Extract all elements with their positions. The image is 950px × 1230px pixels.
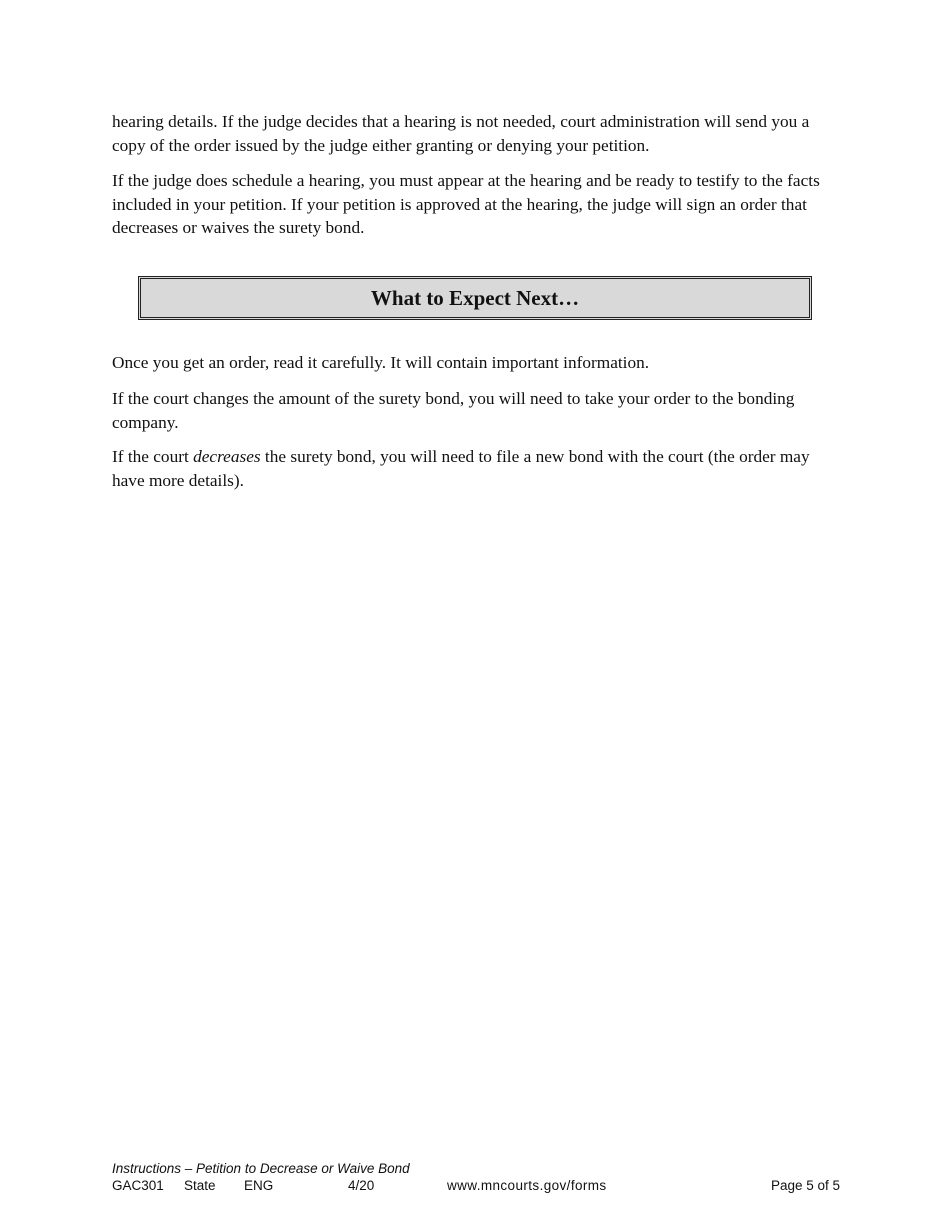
paragraph-bond-amount-change: If the court changes the amount of the surety bond, you will need to take your order to the bonding company. xyxy=(112,389,795,432)
footer-revision-date: 4/20 xyxy=(348,1178,375,1193)
paragraph-bond-decrease-end: the surety bond, you will need to file a new bond with the court (the order may have more details). xyxy=(112,447,810,490)
section-heading-box xyxy=(138,276,812,320)
footer-form-code: GAC301 xyxy=(112,1178,164,1193)
paragraph-read-order: Once you get an order, read it carefully. It will contain important information. xyxy=(112,353,650,372)
footer-jurisdiction: State xyxy=(184,1178,216,1193)
footer-info-row xyxy=(112,1177,840,1194)
footer-website-link[interactable]: www.mncourts.gov/forms xyxy=(447,1178,607,1193)
paragraph-bond-decrease-start: If the court xyxy=(112,447,194,466)
paragraph-schedule-hearing: If the judge does schedule a hearing, you must appear at the hearing and be ready to testify to the facts included in your petition. If your petition is approved at the hearing, the judge will sign an order that decreases or waives the surety bond. xyxy=(112,171,820,237)
section-heading: What to Expect Next… xyxy=(370,285,580,310)
footer-document-title: Instructions – Petition to Decrease or Waive Bond xyxy=(112,1161,410,1176)
footer-language: ENG xyxy=(244,1178,274,1193)
footer-page-number: Page 5 of 5 xyxy=(770,1178,840,1193)
paragraph-bond-decrease xyxy=(112,445,840,492)
paragraph-hearing-details: hearing details. If the judge decides that a hearing is not needed, court administration will send you a copy of the order issued by the judge either granting or denying your petition. xyxy=(112,112,810,155)
page-footer xyxy=(112,1160,840,1194)
emphasis-decreases: decreases xyxy=(193,447,261,466)
